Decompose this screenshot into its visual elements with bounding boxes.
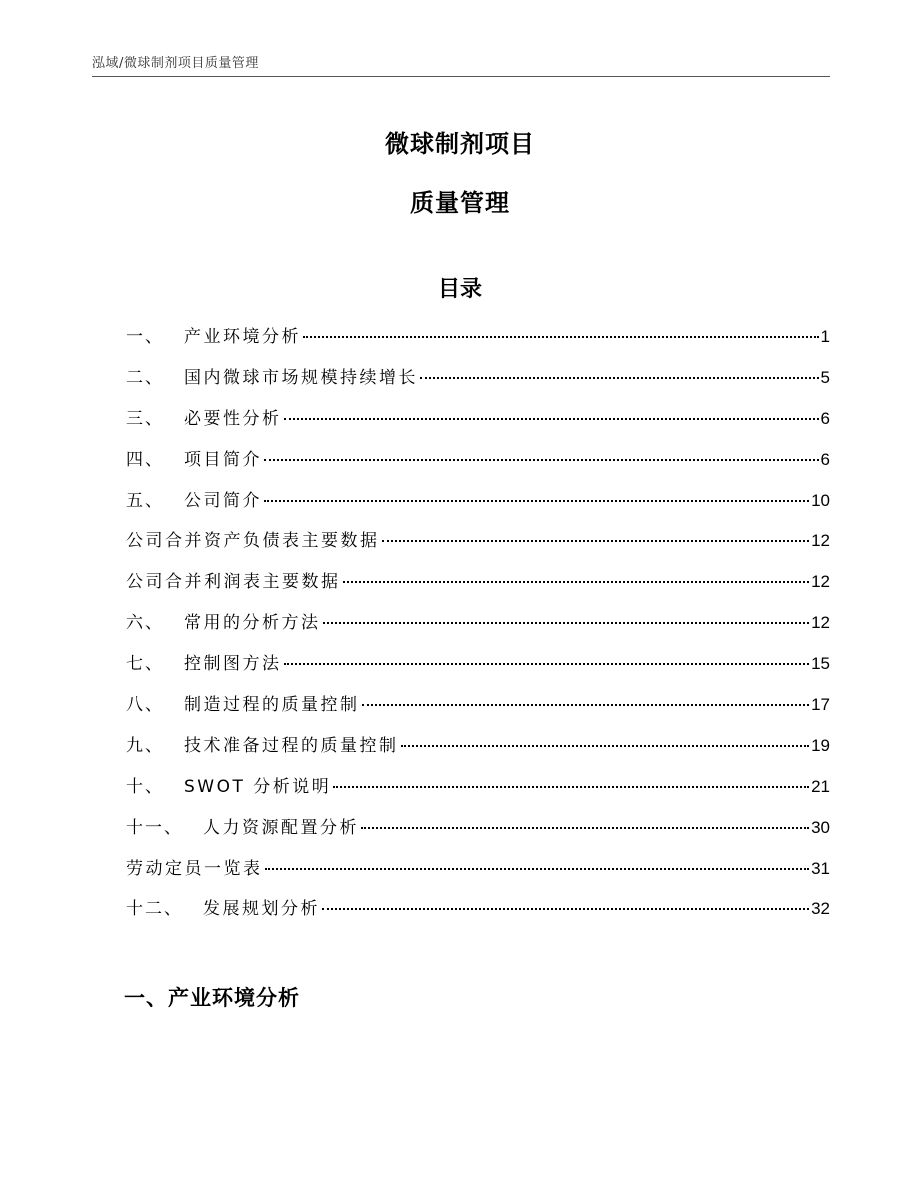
toc-entry-number: 十、 (126, 776, 164, 797)
toc-entry-page: 32 (811, 899, 830, 919)
toc-entry-page: 31 (811, 858, 830, 878)
toc-entry-page: 6 (820, 449, 830, 469)
toc-entry-number: 七、 (126, 654, 164, 675)
toc-dot-leader (284, 663, 810, 665)
table-of-contents (126, 324, 830, 937)
toc-entry-page: 12 (811, 613, 830, 633)
toc-entry-page: 15 (811, 654, 830, 674)
toc-entry-label: 产业环境分析 (184, 327, 301, 347)
toc-entry-page: 30 (811, 817, 830, 837)
toc-entry-page: 5 (820, 367, 830, 387)
toc-entry[interactable] (126, 692, 830, 733)
toc-entry-label: 必要性分析 (184, 408, 282, 429)
toc-entry-label: 公司简介 (184, 490, 262, 511)
toc-entry[interactable] (126, 365, 830, 406)
toc-dot-leader (265, 868, 810, 870)
toc-entry[interactable] (126, 569, 830, 610)
toc-entry-page: 12 (811, 531, 830, 551)
toc-entry[interactable] (126, 488, 830, 529)
toc-entry-page: 1 (820, 327, 830, 346)
toc-entry-number: 十一、 (126, 817, 183, 838)
toc-entry-page: 10 (811, 490, 830, 510)
toc-entry[interactable] (126, 774, 830, 815)
toc-entry-label: 技术准备过程的质量控制 (184, 735, 399, 756)
document-title: 微球制剂项目 (385, 130, 535, 158)
toc-entry[interactable] (126, 324, 830, 365)
toc-entry-label: 制造过程的质量控制 (184, 695, 360, 716)
toc-entry-page: 21 (811, 776, 830, 796)
toc-entry-label: 项目简介 (184, 449, 262, 470)
toc-entry-page: 17 (811, 695, 830, 715)
header-divider (92, 76, 830, 77)
toc-entry-page: 12 (811, 572, 830, 592)
toc-dot-leader (361, 827, 809, 829)
toc-entry-page: 19 (811, 735, 830, 755)
toc-entry[interactable] (126, 447, 830, 488)
toc-entry-label: 劳动定员一览表 (126, 858, 263, 879)
toc-entry[interactable] (126, 815, 830, 856)
toc-entry[interactable] (126, 856, 830, 897)
toc-entry[interactable] (126, 406, 830, 447)
toc-dot-leader (284, 418, 819, 420)
toc-entry-label: 公司合并资产负债表主要数据 (126, 531, 380, 552)
toc-entry-label: 控制图方法 (184, 654, 282, 675)
document-subtitle: 质量管理 (410, 189, 510, 217)
toc-entry-number: 四、 (126, 449, 164, 470)
toc-dot-leader (323, 622, 810, 624)
toc-entry-label: 国内微球市场规模持续增长 (184, 367, 418, 388)
toc-entry-label: 公司合并利润表主要数据 (126, 572, 341, 593)
toc-entry[interactable] (126, 896, 830, 937)
toc-heading: 目录 (437, 277, 482, 302)
toc-dot-leader (333, 786, 809, 788)
toc-entry[interactable] (126, 651, 830, 692)
toc-dot-leader (303, 336, 819, 338)
toc-dot-leader (264, 459, 819, 461)
toc-dot-leader (343, 581, 810, 583)
toc-entry-label: 发展规划分析 (203, 899, 320, 920)
toc-dot-leader (401, 745, 810, 747)
toc-entry[interactable] (126, 733, 830, 774)
toc-entry-number: 十二、 (126, 899, 183, 920)
toc-dot-leader (420, 377, 819, 379)
toc-dot-leader (362, 704, 810, 706)
toc-entry-number: 一、 (126, 327, 164, 347)
toc-entry[interactable] (126, 610, 830, 651)
toc-entry-label: 常用的分析方法 (184, 613, 321, 634)
toc-entry-number: 九、 (126, 735, 164, 756)
toc-dot-leader (322, 908, 809, 910)
toc-entry-number: 五、 (126, 490, 164, 511)
toc-entry[interactable] (126, 528, 830, 569)
toc-entry-number: 二、 (126, 367, 164, 388)
toc-entry-label: SWOT 分析说明 (184, 776, 332, 797)
running-header: 泓域/微球制剂项目质量管理 (92, 56, 259, 71)
section-heading: 一、产业环境分析 (124, 986, 300, 1010)
toc-entry-number: 八、 (126, 695, 164, 716)
toc-entry-label: 人力资源配置分析 (203, 817, 359, 838)
toc-entry-page: 6 (820, 408, 830, 428)
toc-dot-leader (382, 540, 810, 542)
toc-dot-leader (264, 500, 809, 502)
toc-entry-number: 六、 (126, 613, 164, 634)
toc-entry-number: 三、 (126, 408, 164, 429)
